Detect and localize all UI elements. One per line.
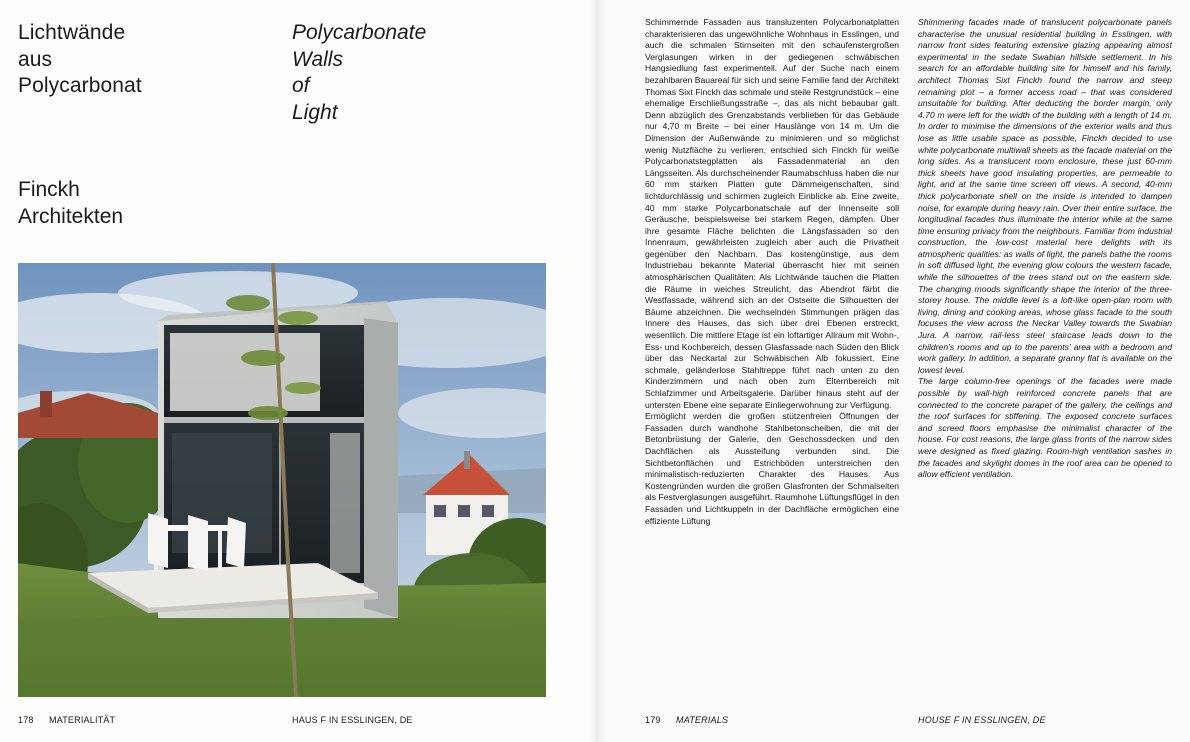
body-text-german xyxy=(645,17,899,527)
paragraph: The large column-free openings of the facades were made possible by wall-high reinforced concrete panels that are connected to the concrete parapet of the gallery, the ceilings and the roof surfaces for stiffening. The exposed concrete surfaces and screed floors emphasise the minimalist character of the house. For cost reasons, the large glass fronts of the narrow sides were designed as fixed glazing. Room-high ventilation sashes in the facades and skylight domes in the roof area can be opened to allow efficient ventilation. xyxy=(918,376,1172,480)
page-number: 178 xyxy=(18,715,34,725)
section-label: MATERIALITÄT xyxy=(49,715,116,725)
paragraph: Schimmernde Fassaden aus transluzenten Polycarbonatplatten charakterisieren das ungewöhnliche Wohnhaus in Esslingen, und auch die schmalen Stirnseiten mit den schaufenstergroßen Verglasungen wirken in der gediegenen schwäbischen Hangsiedlung fast experimentell. Auf der Suche nach einem bezahlbaren Bauareal für sich und seine Familie fand der Architekt Thomas Sixt Finckh das schmale und steile Restgrundstück – eine ehemalige Erschließungsstraße –, das als nicht bebaubar galt. Denn abzüglich des Grenzabstands verblieben für das Gebäude nur 4,70 m Breite – bei einer Hauslänge von 14 m. Um die Dimension der Außenwände zu minimieren und so möglichst wenig Nutzfläche zu verlieren, entschied sich Finckh für weiße Polycarbonatstegplatten als Fassadenmaterial an den Längsseiten. Als durchscheinender Raumabschluss haben die nur 60 mm starken Platten gute Dämmeigenschaften, sind lichtdurchlässig und schirmen zugleich Einblicke ab. Eine zweite, 40 mm starke Polycarbonatschale auf der Innenseite soll Geräusche, beispielsweise bei starkem Regen, dämpfen. Über ihre gesamte Fläche belichten die Längsfassaden so den Innenraum, gewährleisten zugleich aber auch die Privatheit gegenüber den Nachbarn. Das kostengünstige, aus dem Industriebau bekannte Material überrascht hier mit seinen atmosphärischen Qualitäten: Als Lichtwände tauchen die Platten die Räume in weiches Streulicht, das Abendrot färbt die Westfassade, während sich an der Ostseite die Silhouetten der Bäume abzeichnen. Die wechselnden Stimmungen prägen das Innere des Hauses, das sich über drei Ebenen erstreckt, wesentlich. Die mittlere Etage ist ein loftartiger Allraum mit Wohn-, Ess- und Kochbereich, dessen Glasfassade nach Süden den Blick über das Neckartal zur Schwäbischen Alb fokussiert. Eine schmale, geländerlose Stahltreppe führt nach unten zu den Kinderzimmern und nach oben zum Elternbereich mit Schlafzimmer und Arbeitsgalerie. Darüber hinaus steht auf der untersten Ebene eine separate Einliegerwohnung zur Verfügung. xyxy=(645,17,899,410)
architect-line: Finckh xyxy=(18,178,80,201)
title-en-line: Walls xyxy=(292,47,343,71)
title-en-line: of xyxy=(292,74,310,97)
paragraph: Shimmering facades made of translucent polycarbonate panels characterise the unusual residential building in Esslingen, with narrow front sides featuring extensive glazing appearing almost experimental in the sedate Swabian hillside settlement. In his search for an affordable building site for himself and his family, architect Thomas Sixt Finckh found the narrow and steep remaining plot – a former access road – that was considered unsuitable for building. After deducting the border margin, only 4.70 m were left for the width of the building with a length of 14 m. In order to minimise the dimensions of the exterior walls and thus lose as little usable space as possible, Finckh decided to use white polycarbonate multiwall sheets as the facade material on the long sides. As a translucent room enclosure, these just 60-mm thick sheets have good insulating properties, are permeable to light, and at the same time screen off views. A second, 40-mm thick polycarbonate shell on the inside is intended to dampen noise, for example during heavy rain. Over their entire surface, the longitudinal facades thus illuminate the interior while at the same time ensuring privacy from the neighbours. Familiar from industrial construction, the low-cost material here delights with its atmospheric qualities: as walls of light, the panels bathe the rooms in soft diffused light, the evening glow colours the western facade, while the silhouettes of the trees stand out on the eastern side. The changing moods significantly shape the interior of the three-storey house. The middle level is a loft-like open-plan room with living, dining and cooking areas, whose glass facade to the south focuses the view across the Neckar Valley towards the Swabian Jura. A narrow, rail-less steel staircase leads down to the children’s rooms and up to the parents’ area with a bedroom and work gallery. In addition, a separate granny flat is available on the lowest level. xyxy=(918,17,1172,375)
architect-line: Architekten xyxy=(18,204,124,228)
project-label: HOUSE F IN ESSLINGEN, DE xyxy=(918,715,1046,725)
title-de-line: Polycarbonat xyxy=(18,74,142,97)
title-german xyxy=(18,20,142,100)
title-english xyxy=(292,20,426,126)
page-number: 179 xyxy=(645,715,661,725)
title-en-line: Light xyxy=(292,100,338,124)
house-photo xyxy=(18,263,546,697)
section-label: MATERIALS xyxy=(676,715,729,725)
title-de-line: Lichtwände xyxy=(18,21,126,44)
title-en-line: Polycarbonate xyxy=(292,21,427,44)
architect-name xyxy=(18,177,123,230)
title-de-line: aus xyxy=(18,47,53,71)
book-gutter xyxy=(588,0,606,742)
project-label: HAUS F IN ESSLINGEN, DE xyxy=(292,715,413,725)
paragraph: Ermöglicht werden die großen stützenfreien Öffnungen der Fassaden durch wandhohe Stahlbetonscheiben, die mit der Betonbrüstung der Galerie, den Geschossdecken und den Dachflächen als Aussteifung verbunden sind. Die Sichtbetonflächen und Estrichböden unterstreichen den minimalistisch-reduzierten Charakter des Hauses. Aus Kostengründen wurden die großen Glasfronten der Schmalseiten als Festverglasungen ausgeführt. Raumhohe Lüftungsflügel in den Fassaden und Lichtkuppeln in der Dachfläche ermöglichen eine effiziente Lüftung xyxy=(645,411,899,526)
body-text-english xyxy=(918,17,1172,481)
